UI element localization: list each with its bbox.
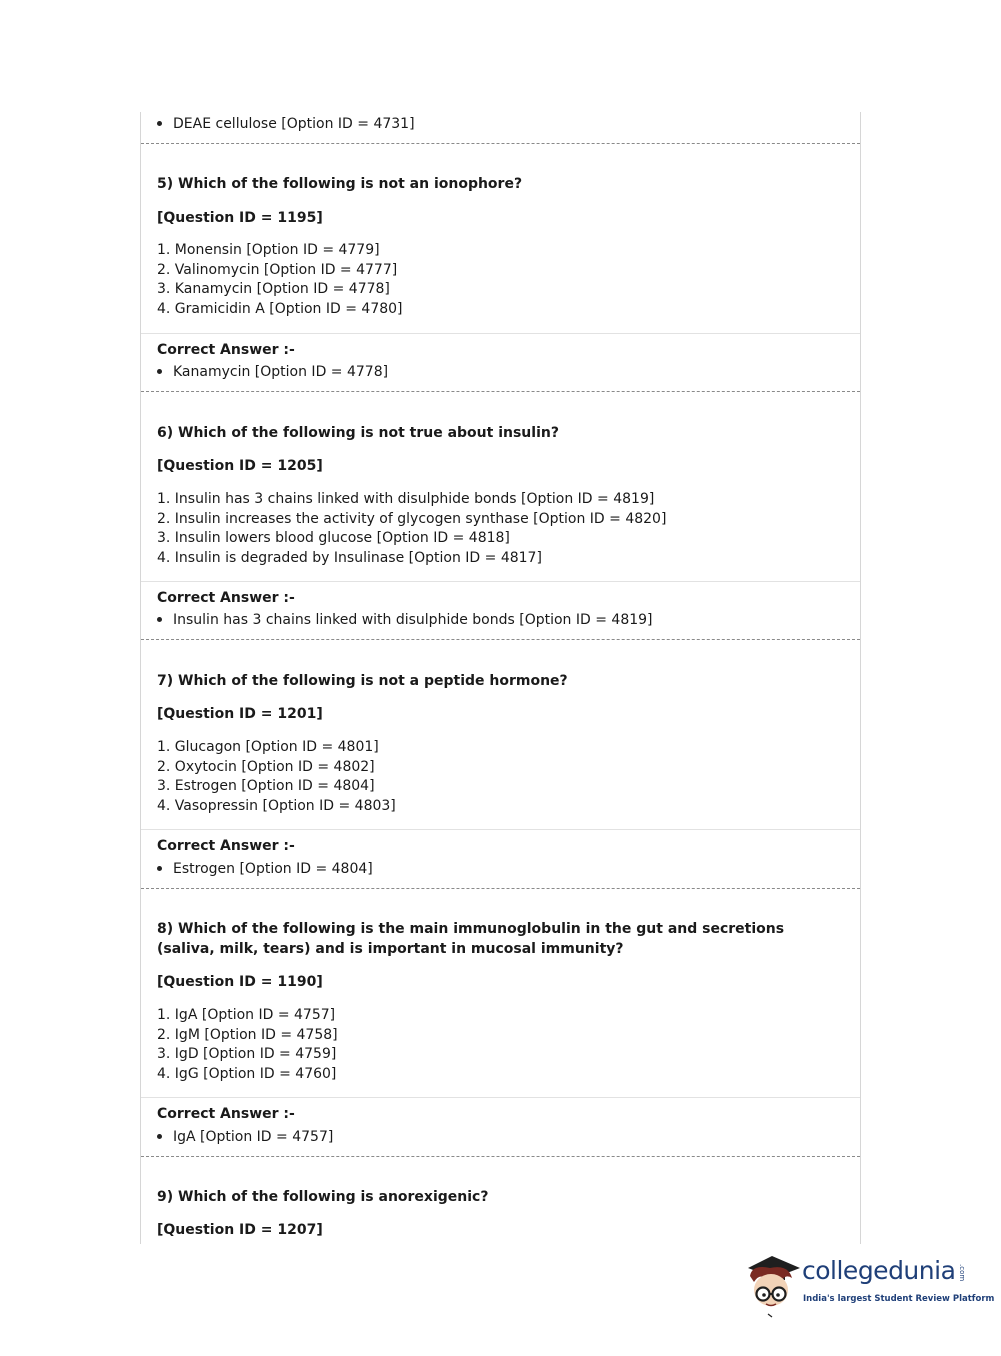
bullet-dot — [157, 121, 162, 126]
option-item: 3. Estrogen [Option ID = 4804] — [157, 778, 375, 795]
answer-bullet — [157, 114, 415, 134]
answer-text: IgA [Option ID = 4757] — [173, 1129, 334, 1145]
option-list — [157, 738, 396, 816]
option-item: 1. Insulin has 3 chains linked with disulphide bonds [Option ID = 4819] — [157, 491, 655, 507]
answer-bullet — [157, 1127, 333, 1147]
correct-answer-label: Correct Answer :- — [157, 1106, 295, 1122]
collegedunia-logo — [742, 1250, 995, 1318]
answer-text: Insulin has 3 chains linked with disulphide bonds [Option ID = 4819] — [173, 612, 653, 628]
question-divider — [141, 1156, 860, 1157]
option-item: 3. Insulin lowers blood glucose [Option ID = 4818] — [157, 530, 510, 547]
bullet-dot — [157, 866, 162, 871]
question-id: [Question ID = 1205] — [157, 458, 323, 474]
question-title: 6) Which of the following is not true about insulin? — [157, 425, 559, 441]
question-id: [Question ID = 1201] — [157, 706, 323, 722]
question-id: [Question ID = 1207] — [157, 1222, 323, 1238]
option-item: 1. Glucagon [Option ID = 4801] — [157, 739, 379, 755]
question-paper-frame — [140, 112, 861, 1244]
bullet-dot — [157, 1134, 162, 1139]
answer-separator — [141, 333, 860, 334]
option-item: 1. IgA [Option ID = 4757] — [157, 1007, 336, 1023]
question-title: 7) Which of the following is not a peptide hormone? — [157, 673, 568, 689]
question-title: 8) Which of the following is the main immunoglobulin in the gut and secretions (saliva, milk, tears) and is important in mucosal immunity? — [157, 921, 785, 957]
correct-answer-label: Correct Answer :- — [157, 342, 295, 358]
answer-separator — [141, 1097, 860, 1098]
answer-text: Kanamycin [Option ID = 4778] — [173, 364, 389, 380]
question-divider — [141, 639, 860, 640]
option-item: 2. Insulin increases the activity of glycogen synthase [Option ID = 4820] — [157, 510, 667, 527]
option-item: 4. Vasopressin [Option ID = 4803] — [157, 797, 396, 814]
mascot-logo-icon — [742, 1250, 804, 1318]
answer-separator — [141, 581, 860, 582]
answer-bullet — [157, 610, 653, 630]
answer-separator — [141, 829, 860, 830]
option-item: 4. Gramicidin A [Option ID = 4780] — [157, 300, 403, 317]
bullet-dot — [157, 369, 162, 374]
option-list — [157, 241, 403, 319]
option-item: 2. Oxytocin [Option ID = 4802] — [157, 758, 375, 775]
option-item: 3. IgD [Option ID = 4759] — [157, 1046, 337, 1063]
question-title: 9) Which of the following is anorexigenic? — [157, 1189, 489, 1205]
answer-text: DEAE cellulose [Option ID = 4731] — [173, 116, 415, 132]
option-list — [157, 490, 666, 568]
answer-bullet — [157, 362, 388, 382]
correct-answer-label: Correct Answer :- — [157, 838, 295, 854]
logo-wordmark: collegedunia — [802, 1256, 956, 1285]
correct-answer-label: Correct Answer :- — [157, 590, 295, 606]
option-item: 3. Kanamycin [Option ID = 4778] — [157, 281, 390, 298]
logo-tagline: India's largest Student Review Platform — [803, 1294, 995, 1304]
answer-bullet — [157, 859, 373, 879]
option-list — [157, 1006, 338, 1084]
question-divider — [141, 391, 860, 392]
answer-text: Estrogen [Option ID = 4804] — [173, 861, 373, 877]
option-item: 2. Valinomycin [Option ID = 4777] — [157, 261, 398, 278]
question-id: [Question ID = 1195] — [157, 210, 323, 226]
bullet-dot — [157, 617, 162, 622]
question-divider — [141, 888, 860, 889]
option-item: 2. IgM [Option ID = 4758] — [157, 1026, 338, 1043]
option-item: 1. Monensin [Option ID = 4779] — [157, 242, 380, 258]
question-divider — [141, 143, 860, 144]
question-title: 5) Which of the following is not an ionophore? — [157, 176, 523, 192]
logo-domain: .com — [958, 1264, 966, 1282]
option-item: 4. Insulin is degraded by Insulinase [Option ID = 4817] — [157, 549, 542, 566]
question-id: [Question ID = 1190] — [157, 974, 323, 990]
option-item: 4. IgG [Option ID = 4760] — [157, 1065, 337, 1082]
